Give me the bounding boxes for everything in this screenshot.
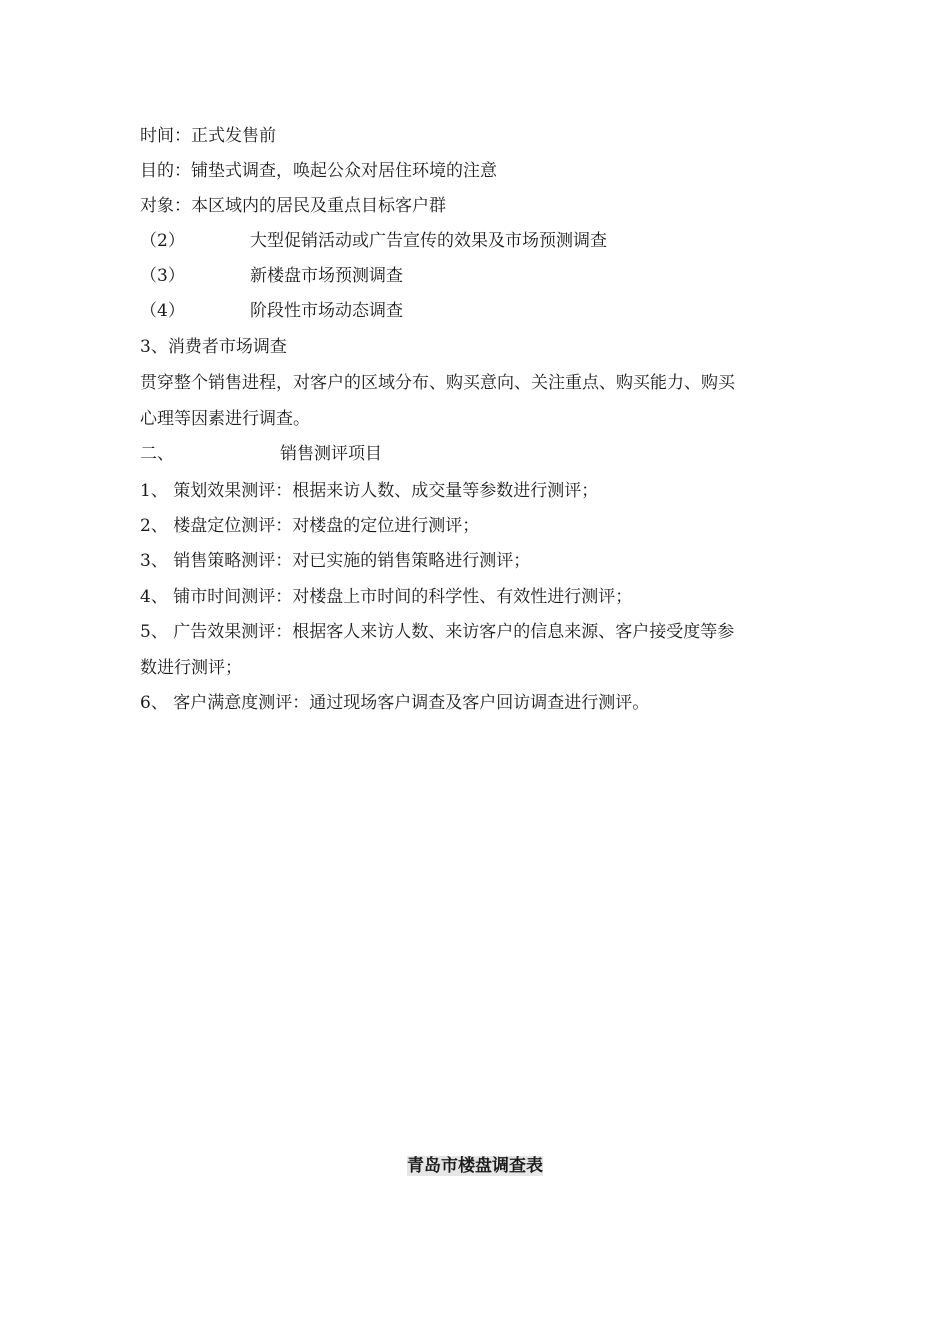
- evaluation-item-5-line-2: 数进行测评；: [140, 658, 242, 678]
- list-item-4-number: （4）: [140, 301, 185, 321]
- section-two-heading: [140, 442, 382, 466]
- list-item-3-number: （3）: [140, 266, 185, 286]
- purpose-line: 目的：铺垫式调查，唤起公众对居住环境的注意: [140, 161, 497, 181]
- list-item-4-text: 阶段性市场动态调查: [250, 301, 403, 321]
- survey-table-title: [0, 1154, 950, 1178]
- evaluation-item-1: 1、 策划效果测评：根据来访人数、成交量等参数进行测评；: [140, 481, 599, 501]
- section-two-title: 销售测评项目: [280, 444, 382, 464]
- list-item-2-text: 大型促销活动或广告宣传的效果及市场预测调查: [250, 231, 607, 251]
- evaluation-item-4: 4、 铺市时间测评：对楼盘上市时间的科学性、有效性进行测评；: [140, 587, 633, 607]
- list-item-3: [140, 264, 403, 288]
- consumer-survey-paragraph-line-1: 贯穿整个销售进程，对客户的区域分布、购买意向、关注重点、购买能力、购买: [140, 373, 735, 393]
- list-item-4: [140, 299, 403, 323]
- section-two-number: 二、: [140, 444, 174, 464]
- survey-table-title-text: 青岛市楼盘调查表: [407, 1156, 543, 1176]
- consumer-survey-paragraph-line-2: 心理等因素进行调查。: [140, 409, 310, 429]
- list-item-2-number: （2）: [140, 231, 185, 251]
- section-consumer-survey-heading: 3、消费者市场调查: [140, 337, 287, 357]
- evaluation-item-3: 3、 销售策略测评：对已实施的销售策略进行测评；: [140, 551, 531, 571]
- target-line: 对象：本区域内的居民及重点目标客户群: [140, 196, 446, 216]
- time-line: 时间：正式发售前: [140, 126, 276, 146]
- evaluation-item-6: 6、 客户满意度测评：通过现场客户调查及客户回访调查进行测评。: [140, 693, 650, 713]
- evaluation-item-2: 2、 楼盘定位测评：对楼盘的定位进行测评；: [140, 516, 480, 536]
- evaluation-item-5-line-1: 5、 广告效果测评：根据客人来访人数、来访客户的信息来源、客户接受度等参: [140, 622, 735, 642]
- list-item-2: [140, 229, 607, 253]
- list-item-3-text: 新楼盘市场预测调查: [250, 266, 403, 286]
